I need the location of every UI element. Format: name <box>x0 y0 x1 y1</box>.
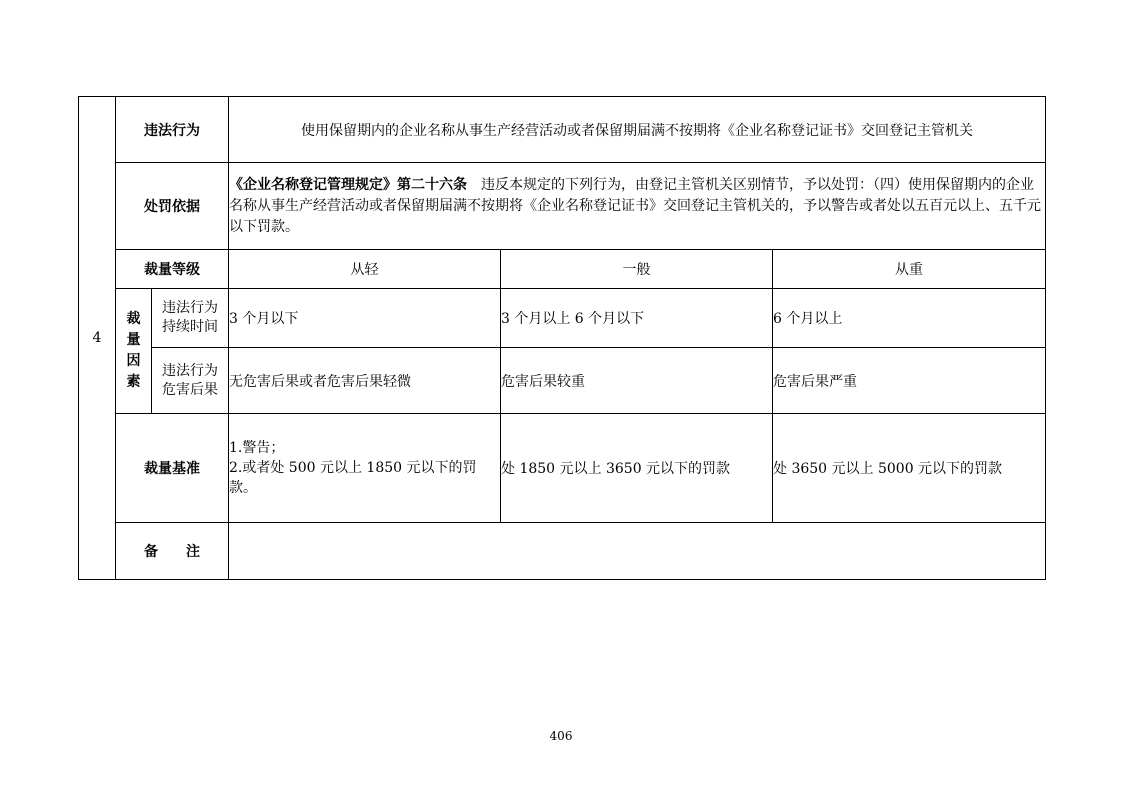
duration-heavy: 6 个月以上 <box>773 289 1046 348</box>
basis-text: 违反本规定的下列行为，由登记主管机关区别情节，予以处罚：（四）使用保留期内的企业名称从事生产经营活动或者保留期届满不按期将《企业名称登记证书》交回登记主管机关的，予以警告或者处以五百元以上、五千元以下罚款。 <box>229 176 1041 235</box>
violation-text: 使用保留期内的企业名称从事生产经营活动或者保留期届满不按期将《企业名称登记证书》交回登记主管机关 <box>229 97 1046 163</box>
standard-heavy: 处 3650 元以上 5000 元以下的罚款 <box>773 414 1046 523</box>
remarks-label-cell <box>116 523 229 580</box>
harm-label-line2: 危害后果 <box>162 381 218 398</box>
remarks-value <box>229 523 1046 580</box>
standard-light-line2: 2.或者处 500 元以上 1850 元以下的罚款。 <box>229 460 477 496</box>
duration-label <box>152 289 229 348</box>
duration-label-line2: 持续时间 <box>162 319 218 335</box>
factors-label-char: 裁 <box>126 311 141 327</box>
standard-light-line1: 1.警告； <box>229 440 285 456</box>
duration-normal: 3 个月以上 6 个月以下 <box>501 289 773 348</box>
harm-heavy: 危害后果严重 <box>773 348 1046 414</box>
duration-row <box>79 289 1046 348</box>
penalty-discretion-table <box>78 96 1046 580</box>
standard-row <box>79 414 1046 523</box>
remarks-label: 备注 <box>144 544 228 560</box>
remarks-row <box>79 523 1046 580</box>
level-normal: 一般 <box>501 250 773 289</box>
duration-light: 3 个月以下 <box>229 289 501 348</box>
basis-label: 处罚依据 <box>116 163 229 250</box>
factors-label-char: 素 <box>126 374 141 390</box>
violation-row <box>79 97 1046 163</box>
factors-label-char: 量 <box>126 332 141 348</box>
harm-row <box>79 348 1046 414</box>
factors-label <box>116 289 152 414</box>
level-heavy: 从重 <box>773 250 1046 289</box>
basis-law-title: 《企业名称登记管理规定》第二十六条 <box>229 176 467 193</box>
harm-label-line1: 违法行为 <box>162 362 218 379</box>
levels-label: 裁量等级 <box>116 250 229 289</box>
harm-light: 无危害后果或者危害后果轻微 <box>229 348 501 414</box>
levels-row <box>79 250 1046 289</box>
level-light: 从轻 <box>229 250 501 289</box>
standard-label: 裁量基准 <box>116 414 229 523</box>
duration-label-line1: 违法行为 <box>162 300 218 316</box>
basis-text-cell <box>229 163 1046 250</box>
factors-label-char: 因 <box>126 353 141 369</box>
harm-normal: 危害后果较重 <box>501 348 773 414</box>
row-number: 4 <box>79 97 116 580</box>
page-number: 406 <box>549 729 573 743</box>
basis-row <box>79 163 1046 250</box>
violation-label: 违法行为 <box>116 97 229 163</box>
harm-label <box>152 348 229 414</box>
standard-normal: 处 1850 元以上 3650 元以下的罚款 <box>501 414 773 523</box>
standard-light <box>229 414 501 523</box>
